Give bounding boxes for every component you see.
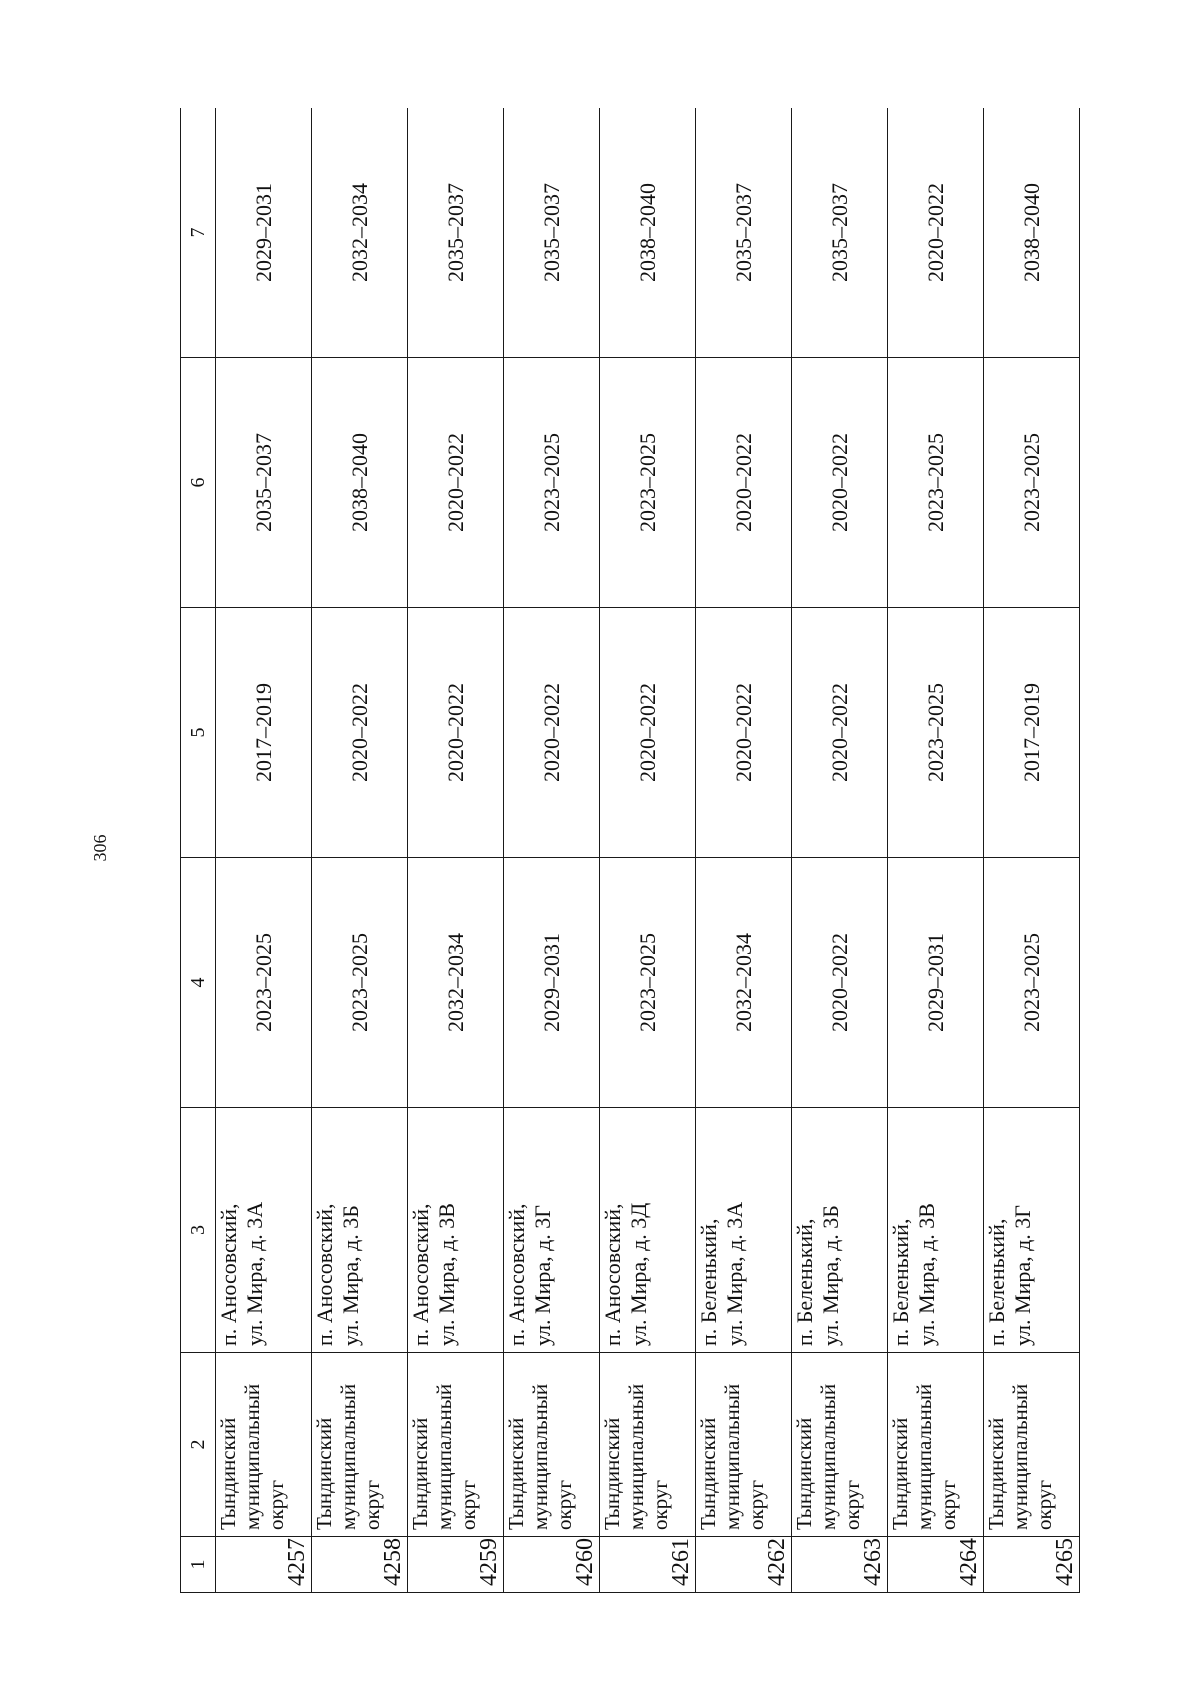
address-line: п. Аносовский, bbox=[312, 1203, 337, 1346]
table-row bbox=[504, 108, 600, 1593]
address-line: ул. Мира, д. 3Г bbox=[1010, 1204, 1035, 1346]
period-cell-c6: 2020–2022 bbox=[792, 358, 888, 608]
address-line: ул. Мира, д. 3А bbox=[722, 1201, 747, 1346]
table-row bbox=[312, 108, 408, 1593]
period-cell-c7: 2029–2031 bbox=[216, 108, 312, 358]
address-line: п. Аносовский, bbox=[216, 1203, 241, 1346]
address-cell bbox=[216, 1108, 312, 1353]
district-line: Тындинский bbox=[696, 1417, 720, 1530]
district-cell bbox=[984, 1353, 1080, 1537]
district-line: муниципальный bbox=[528, 1383, 552, 1530]
district-line: округ bbox=[456, 1479, 480, 1530]
district-line: муниципальный bbox=[336, 1383, 360, 1530]
district-line: муниципальный bbox=[624, 1383, 648, 1530]
period-cell-c4: 2029–2031 bbox=[504, 858, 600, 1108]
period-cell-c5: 2020–2022 bbox=[696, 608, 792, 858]
address-cell bbox=[312, 1108, 408, 1353]
row-number-cell: 4259 bbox=[408, 1537, 504, 1593]
row-number-cell: 4257 bbox=[216, 1537, 312, 1593]
period-cell-c5: 2017–2019 bbox=[216, 608, 312, 858]
period-cell-c7: 2038–2040 bbox=[984, 108, 1080, 358]
district-line: муниципальный bbox=[432, 1383, 456, 1530]
district-line: округ bbox=[360, 1479, 384, 1530]
district-line: Тындинский bbox=[792, 1417, 816, 1530]
period-cell-c6: 2023–2025 bbox=[600, 358, 696, 608]
period-cell-c6: 2035–2037 bbox=[216, 358, 312, 608]
district-line: Тындинский bbox=[216, 1417, 240, 1530]
period-cell-c5: 2020–2022 bbox=[600, 608, 696, 858]
district-line: муниципальный bbox=[1008, 1383, 1032, 1530]
address-cell bbox=[792, 1108, 888, 1353]
address-line: ул. Мира, д. 3В bbox=[434, 1203, 459, 1346]
row-number-cell: 4262 bbox=[696, 1537, 792, 1593]
period-cell-c4: 2023–2025 bbox=[216, 858, 312, 1108]
period-cell-c5: 2020–2022 bbox=[408, 608, 504, 858]
address-cell bbox=[696, 1108, 792, 1353]
period-cell-c7: 2035–2037 bbox=[696, 108, 792, 358]
period-cell-c6: 2023–2025 bbox=[984, 358, 1080, 608]
address-cell bbox=[984, 1108, 1080, 1353]
district-line: округ bbox=[552, 1479, 576, 1530]
period-cell-c7: 2035–2037 bbox=[792, 108, 888, 358]
row-number-cell: 4258 bbox=[312, 1537, 408, 1593]
address-cell bbox=[504, 1108, 600, 1353]
district-line: муниципальный bbox=[912, 1383, 936, 1530]
address-line: ул. Мира, д. 3Г bbox=[530, 1204, 555, 1346]
district-line: округ bbox=[1032, 1479, 1056, 1530]
period-cell-c5: 2023–2025 bbox=[888, 608, 984, 858]
address-line: п. Беленький, bbox=[888, 1218, 913, 1346]
table-row bbox=[792, 108, 888, 1593]
period-cell-c4: 2032–2034 bbox=[408, 858, 504, 1108]
district-line: округ bbox=[840, 1479, 864, 1530]
period-cell-c6: 2020–2022 bbox=[408, 358, 504, 608]
column-header-2: 2 bbox=[181, 1353, 216, 1537]
period-cell-c5: 2017–2019 bbox=[984, 608, 1080, 858]
address-line: ул. Мира, д. 3Б bbox=[818, 1205, 843, 1346]
period-cell-c4: 2023–2025 bbox=[312, 858, 408, 1108]
table-row bbox=[696, 108, 792, 1593]
records-table bbox=[180, 108, 1080, 1593]
address-line: ул. Мира, д. 3Б bbox=[338, 1205, 363, 1346]
period-cell-c5: 2020–2022 bbox=[792, 608, 888, 858]
address-cell bbox=[408, 1108, 504, 1353]
period-cell-c6: 2023–2025 bbox=[888, 358, 984, 608]
address-line: п. Аносовский, bbox=[600, 1203, 625, 1346]
district-line: Тындинский bbox=[312, 1417, 336, 1530]
column-header-7: 7 bbox=[181, 108, 216, 358]
address-line: ул. Мира, д. 3Д bbox=[626, 1202, 651, 1346]
column-header-1: 1 bbox=[181, 1537, 216, 1593]
table-frame bbox=[180, 108, 1080, 1593]
row-number-cell: 4264 bbox=[888, 1537, 984, 1593]
period-cell-c4: 2032–2034 bbox=[696, 858, 792, 1108]
period-cell-c7: 2035–2037 bbox=[504, 108, 600, 358]
district-line: муниципальный bbox=[240, 1383, 264, 1530]
period-cell-c7: 2038–2040 bbox=[600, 108, 696, 358]
table-row bbox=[216, 108, 312, 1593]
district-line: Тындинский bbox=[600, 1417, 624, 1530]
period-cell-c7: 2032–2034 bbox=[312, 108, 408, 358]
district-cell bbox=[312, 1353, 408, 1537]
table-row bbox=[888, 108, 984, 1593]
district-line: Тындинский bbox=[408, 1417, 432, 1530]
district-line: муниципальный bbox=[720, 1383, 744, 1530]
district-cell bbox=[600, 1353, 696, 1537]
column-header-6: 6 bbox=[181, 358, 216, 608]
district-cell bbox=[408, 1353, 504, 1537]
period-cell-c5: 2020–2022 bbox=[504, 608, 600, 858]
page-number: 306 bbox=[89, 834, 110, 862]
district-cell bbox=[504, 1353, 600, 1537]
period-cell-c7: 2020–2022 bbox=[888, 108, 984, 358]
period-cell-c4: 2023–2025 bbox=[984, 858, 1080, 1108]
row-number-cell: 4260 bbox=[504, 1537, 600, 1593]
rotated-table-wrapper bbox=[180, 108, 1080, 1593]
period-cell-c6: 2020–2022 bbox=[696, 358, 792, 608]
address-cell bbox=[888, 1108, 984, 1353]
period-cell-c5: 2020–2022 bbox=[312, 608, 408, 858]
table-body bbox=[216, 108, 1080, 1593]
row-number-cell: 4263 bbox=[792, 1537, 888, 1593]
period-cell-c7: 2035–2037 bbox=[408, 108, 504, 358]
address-line: п. Аносовский, bbox=[504, 1203, 529, 1346]
district-cell bbox=[888, 1353, 984, 1537]
district-line: Тындинский bbox=[504, 1417, 528, 1530]
period-cell-c6: 2023–2025 bbox=[504, 358, 600, 608]
period-cell-c4: 2029–2031 bbox=[888, 858, 984, 1108]
address-line: ул. Мира, д. 3В bbox=[914, 1203, 939, 1346]
district-cell bbox=[792, 1353, 888, 1537]
period-cell-c6: 2038–2040 bbox=[312, 358, 408, 608]
address-line: ул. Мира, д. 3А bbox=[242, 1201, 267, 1346]
address-line: п. Беленький, bbox=[696, 1218, 721, 1346]
table-header bbox=[181, 108, 216, 1593]
table-row bbox=[408, 108, 504, 1593]
row-number-cell: 4265 bbox=[984, 1537, 1080, 1593]
district-line: округ bbox=[648, 1479, 672, 1530]
address-line: п. Беленький, bbox=[792, 1218, 817, 1346]
district-line: Тындинский bbox=[888, 1417, 912, 1530]
address-line: п. Аносовский, bbox=[408, 1203, 433, 1346]
period-cell-c4: 2020–2022 bbox=[792, 858, 888, 1108]
column-header-5: 5 bbox=[181, 608, 216, 858]
table-row bbox=[984, 108, 1080, 1593]
district-cell bbox=[216, 1353, 312, 1537]
district-line: округ bbox=[744, 1479, 768, 1530]
district-line: округ bbox=[264, 1479, 288, 1530]
column-header-4: 4 bbox=[181, 858, 216, 1108]
district-line: Тындинский bbox=[984, 1417, 1008, 1530]
address-line: п. Беленький, bbox=[984, 1218, 1009, 1346]
row-number-cell: 4261 bbox=[600, 1537, 696, 1593]
period-cell-c4: 2023–2025 bbox=[600, 858, 696, 1108]
district-line: округ bbox=[936, 1479, 960, 1530]
column-header-3: 3 bbox=[181, 1108, 216, 1353]
district-line: муниципальный bbox=[816, 1383, 840, 1530]
address-cell bbox=[600, 1108, 696, 1353]
table-row bbox=[600, 108, 696, 1593]
header-row bbox=[181, 108, 216, 1593]
district-cell bbox=[696, 1353, 792, 1537]
